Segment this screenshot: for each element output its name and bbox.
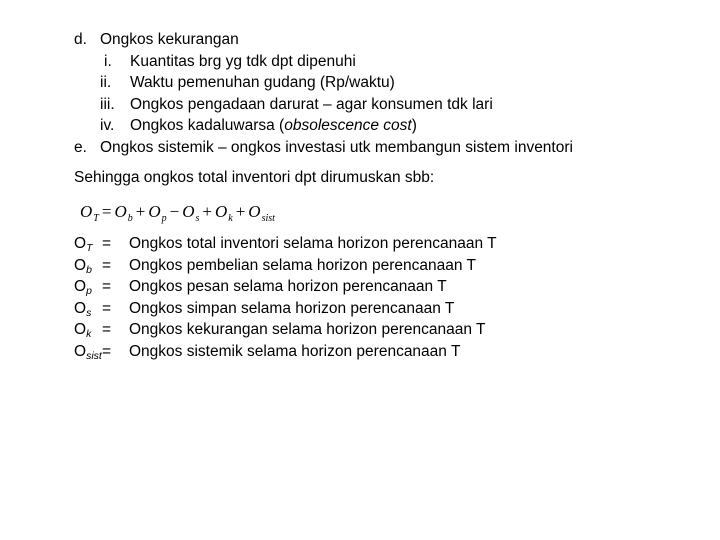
- formula-plus-3: +: [235, 202, 246, 221]
- sublist-item-i: Kuantitas brg yg tdk dpt dipenuhi: [130, 53, 356, 70]
- sublist-marker-ii: ii.: [100, 74, 112, 91]
- list-item-d-text: Ongkos kekurangan: [100, 31, 239, 48]
- formula-minus: −: [169, 202, 180, 221]
- definition-symbol: $O_s$: [74, 300, 92, 319]
- definition-symbol: $O_k$: [74, 321, 92, 340]
- formula-term-sist: $O_{sist}$: [248, 202, 275, 224]
- sublist-item-iv-after: ): [411, 117, 417, 134]
- formula-lhs: $O_T$: [80, 202, 99, 224]
- formula-term-b: $O_b$: [114, 202, 133, 224]
- list-item-e-text: Ongkos sistemik – ongkos investasi utk membangun sistem inventori: [100, 139, 573, 156]
- definition-equals: =: [102, 321, 112, 338]
- definition-equals: =: [102, 257, 112, 274]
- definition-equals: =: [102, 235, 112, 252]
- definition-equals: =: [102, 278, 112, 295]
- formula-term-p: $O_p$: [148, 202, 167, 224]
- definition-text: Ongkos pembelian selama horizon perencanaan T: [129, 257, 476, 274]
- formula-plus-2: +: [202, 202, 212, 221]
- sublist-item-iv-before: Ongkos kadaluwarsa (: [130, 117, 285, 134]
- list-marker-e: e.: [74, 139, 87, 156]
- definition-symbol: $O_b$: [74, 257, 92, 276]
- definition-equals: =: [102, 300, 112, 317]
- definition-symbol: $O_p$: [74, 278, 92, 297]
- sublist-item-iv: [130, 116, 417, 136]
- formula-equals: =: [101, 202, 112, 221]
- definition-text: Ongkos sistemik selama horizon perencanaan T: [129, 343, 461, 360]
- sublist-marker-iii: iii.: [100, 96, 115, 113]
- sublist-item-iii: Ongkos pengadaan darurat – agar konsumen tdk lari: [130, 96, 493, 113]
- formula-plus-1: +: [135, 202, 146, 221]
- definition-text: Ongkos kekurangan selama horizon perencanaan T: [129, 321, 486, 338]
- total-cost-formula: [80, 200, 275, 231]
- formula-term-k: $O_k$: [214, 202, 233, 224]
- list-marker-d: d.: [74, 31, 87, 48]
- definition-symbol: $O_T$: [74, 235, 93, 254]
- sublist-item-ii: Waktu pemenuhan gudang (Rp/waktu): [130, 74, 395, 91]
- definition-text: Ongkos pesan selama horizon perencanaan T: [129, 278, 447, 295]
- definition-equals: =: [102, 343, 112, 360]
- formula-term-s: $O_s$: [182, 202, 200, 224]
- sublist-marker-i: i.: [104, 53, 112, 70]
- sublist-marker-iv: iv.: [100, 117, 115, 134]
- definition-symbol: $O_{sist}$: [74, 343, 102, 362]
- definition-text: Ongkos total inventori selama horizon perencanaan T: [129, 235, 497, 252]
- intro-text: Sehingga ongkos total inventori dpt dirumuskan sbb:: [74, 169, 435, 186]
- definition-text: Ongkos simpan selama horizon perencanaan T: [129, 300, 455, 317]
- sublist-item-iv-italic: obsolescence cost: [284, 117, 412, 134]
